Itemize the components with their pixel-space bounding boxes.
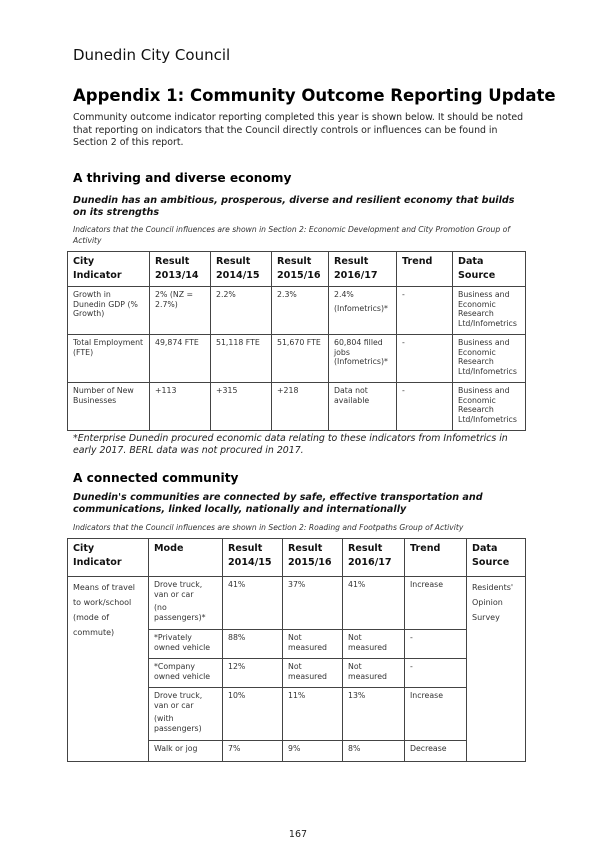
column-header: City Indicator [68,252,150,287]
economy-table [67,251,526,431]
table-cell: 41% [223,577,283,630]
column-header: Mode [149,539,223,577]
intro-paragraph: Community outcome indicator reporting completed this year is shown below. It should be noted that reporting on indicators that the Council directly controls or influences can be found in Section 2 of this report. [73,112,524,148]
table-cell: 2.2% [211,287,272,335]
economy-footnote: *Enterprise Dunedin procured economic data relating to these indicators from Infometrics in early 2017. BERL data was not procured in 2017. [73,433,508,456]
table-cell: 51,118 FTE [211,335,272,383]
section-note-connected: Indicators that the Council influences are shown in Section 2: Roading and Footpaths Group of Activity [73,523,464,532]
table-cell: 7% [223,741,283,762]
table-cell: Number of New Businesses [68,383,150,431]
table-cell: 13% [343,688,405,741]
connected-table [67,538,526,762]
table-cell: Walk or jog [149,741,223,762]
column-header: City Indicator [68,539,149,577]
column-header: Result 2016/17 [343,539,405,577]
mode-qualifier: (no passengers)* [154,603,206,622]
table-cell: - [405,659,467,688]
table-cell [149,688,223,741]
section-heading-connected: A connected community [73,471,239,485]
column-header: Result 2014/15 [211,252,272,287]
table-cell: 2% (NZ = 2.7%) [150,287,211,335]
cell-value: 2.4% [334,290,354,299]
table-cell: - [405,630,467,659]
table-cell: +315 [211,383,272,431]
table-cell [329,335,397,383]
cell-source-note: (Infometrics)* [334,357,388,367]
section-strapline-connected: Dunedin's communities are connected by safe, effective transportation and communications, linked locally, nationally and internationally [73,492,483,515]
organisation-name: Dunedin City Council [73,46,231,64]
table-cell: Total Employment (FTE) [68,335,150,383]
mode-qualifier: (with passengers) [154,714,202,733]
table-cell: Increase [405,688,467,741]
table-cell: 12% [223,659,283,688]
section-note-economy: Indicators that the Council influences are shown in Section 2: Economic Development and City Promotion Group of Activity [73,225,510,245]
column-header: Result 2015/16 [272,252,329,287]
table-cell: Increase [405,577,467,630]
table-cell: Business and Economic Research Ltd/Infometrics [453,383,526,431]
table-cell: 10% [223,688,283,741]
column-header: Data Source [453,252,526,287]
table-cell: - [397,335,453,383]
column-header: Result 2014/15 [223,539,283,577]
table-cell: +218 [272,383,329,431]
table-row [68,383,526,431]
table-cell [149,577,223,630]
table-cell: - [397,383,453,431]
page-title: Appendix 1: Community Outcome Reporting Update [73,86,556,105]
table-cell: 51,670 FTE [272,335,329,383]
table-row [68,335,526,383]
table-cell: 2.3% [272,287,329,335]
section-strapline-economy: Dunedin has an ambitious, prosperous, diverse and resilient economy that builds on its strengths [73,195,515,218]
table-cell: 11% [283,688,343,741]
table-cell: 41% [343,577,405,630]
table-header-row [68,252,526,287]
table-cell [329,287,397,335]
table-cell: *Company owned vehicle [149,659,223,688]
column-header: Result 2013/14 [150,252,211,287]
column-header: Trend [405,539,467,577]
section-heading-economy: A thriving and diverse economy [73,171,292,185]
page-number: 167 [288,829,308,840]
table-cell: 37% [283,577,343,630]
cell-source-note: (Infometrics)* [334,303,388,313]
table-cell: 49,874 FTE [150,335,211,383]
table-cell: +113 [150,383,211,431]
cell-value: 60,804 filled jobs [334,338,383,357]
table-cell: Not measured [283,659,343,688]
table-row [68,577,526,630]
column-header: Result 2015/16 [283,539,343,577]
mode-label: Drove truck, van or car [154,580,203,599]
column-header: Trend [397,252,453,287]
table-cell: Business and Economic Research Ltd/Infometrics [453,335,526,383]
table-cell: - [397,287,453,335]
source-cell: Residents' Opinion Survey [467,577,526,762]
column-header: Result 2016/17 [329,252,397,287]
table-cell: Growth in Dunedin GDP (% Growth) [68,287,150,335]
table-cell: 9% [283,741,343,762]
table-cell: Business and Economic Research Ltd/Infometrics [453,287,526,335]
table-header-row [68,539,526,577]
table-cell: 8% [343,741,405,762]
table-cell: *Privately owned vehicle [149,630,223,659]
table-cell: Data not available [329,383,397,431]
table-cell: 88% [223,630,283,659]
table-cell: Not measured [343,630,405,659]
mode-label: Drove truck, van or car [154,691,203,710]
table-cell: Decrease [405,741,467,762]
column-header: Data Source [467,539,526,577]
indicator-cell: Means of travel to work/school (mode of commute) [68,577,149,762]
table-row [68,287,526,335]
table-cell: Not measured [283,630,343,659]
table-cell: Not measured [343,659,405,688]
